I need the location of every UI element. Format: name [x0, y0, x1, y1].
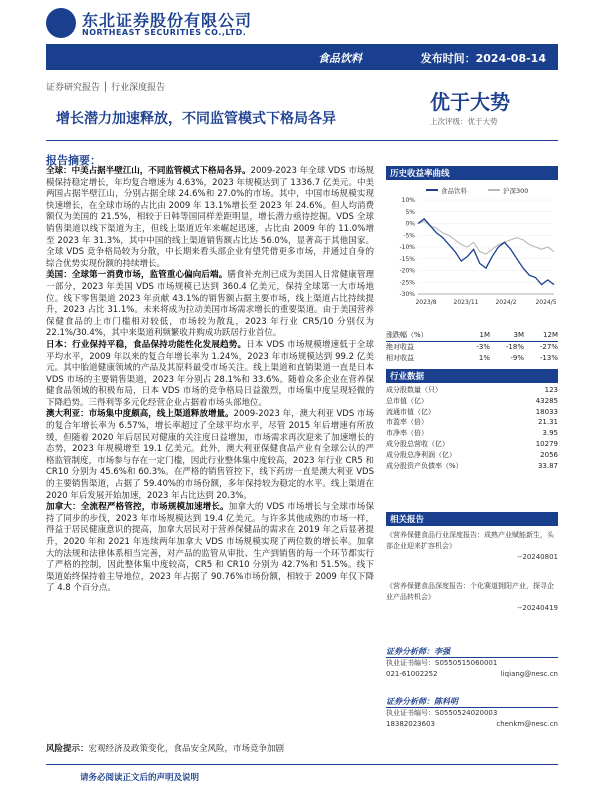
analyst-block — [386, 696, 558, 730]
report-type: 证券研究报告 │ 行业深度报告 — [46, 83, 166, 93]
x-tick-label: 2024/2 — [495, 299, 517, 306]
paragraph-japan: 日本：行业保持平稳，食品保持功能性化发展趋势。日本 VDS 市场规模增速低于全球平均水平，2009 年以来的复合年增长率为 1.24%，2023 年市场规模达到 99.2 亿美元。其中胎道健康领域的产品及其原料最受市场关注。线上渠道和直销渠道一直是日本 VDS 市场的主要销售渠道，2023 年分别占 28.1%和 33.6%。随着众多企业在营养保健食品领域的积极布局，日本 VDS 市场的竞争格局日益激烈，市场集中度呈现轻微的下降趋势。三得利等多元化经营企业占据着市场头部地位。 — [46, 339, 374, 408]
y-tick-label: -20% — [399, 267, 415, 275]
related-reports — [386, 530, 558, 614]
y-tick-label: -25% — [399, 279, 415, 287]
chart-heading-bar — [386, 166, 558, 180]
analyst-phone: 18382023603 — [386, 720, 435, 728]
company-name-en: NORTHEAST SECURITIES CO.,LTD. — [82, 28, 247, 37]
risk-warning: 风险提示：宏观经济及政策变化，食品安全风险，市场竞争加剧 — [46, 744, 285, 754]
legend-label: 食品饮料 — [441, 187, 467, 195]
analyst-block — [386, 646, 558, 680]
analyst-email[interactable]: chenkm@nesc.cn — [496, 720, 558, 728]
summary-heading: 报告摘要： — [46, 154, 101, 167]
market-row: 成分股总净利润（亿） 2056 — [386, 450, 558, 459]
analyst-email[interactable]: liqiang@nesc.cn — [500, 670, 558, 678]
paragraph-canada: 加拿大：全流程严格管控，市场规模加速增长。加拿大的 VDS 市场增长与全球市场保持了同步的步伐，2023 年市场规模达到 19.4 亿美元。与许多其他成熟的市场一样，得益于居民健康意识的提高，加拿大居民对于营养保健品的需求在 2019 年之后显著提升，2020 年和 2021 年连续两年加拿大 VDS 市场规模实现了两位数的增长率。加拿大的法规和法律体系相当完善，对产品的监管从审批、生产到销售的每一个环节都实行了严格的控制，因此整体集中度较高，CR5 和 CR10 分别为 42.7%和 51.5%。线下渠道始终保持着主导地位，2023 年占据了 90.76%市场份额，相较于 2009 年仅下降了 4.8 个百分点。 — [46, 502, 374, 594]
market-row: 总市值（亿） 43285 — [386, 396, 558, 405]
related-report-item[interactable]: 《营养保健食品深度报告：个化赛道拥阳产业，探寻企业产品转机会》 — [386, 582, 554, 601]
analyst-name: 证券分析师：李强 — [386, 646, 558, 658]
performance-row: 相对收益 1% -9% -13% — [386, 354, 558, 362]
return-chart — [386, 182, 558, 312]
chart-heading: 历史收益率曲线 — [390, 169, 450, 179]
market-row: 成分股总营收（亿） 10279 — [386, 439, 558, 448]
performance-header-row: 涨跌幅（%） 1M 3M 12M — [386, 330, 558, 342]
y-tick-label: -15% — [399, 255, 415, 263]
industry-label: 食品饮料 — [318, 52, 362, 65]
paragraph-usa: 美国：全球第一消费市场，监管重心偏向后端。膳食补充剂已成为美国人日常健康管理一部分，2023 年美国 VDS 市场规模已达到 360.4 亿美元，保持全球第一大市场地位。线下零售渠道 2023 年贡献 43.1%的销售额占据主要市场，线上渠道占比持续提升，2023 占比 31.1%。未来将成为拉动美国市场需求增长的重要渠道。由于美国营养保健食品的上市门槛相对较低，市场较为散乱，2023 年行业 CR5/10 分别仅为 22.1%/30.4%，其中来渠道利频繁收并购成功跃居行业首位。 — [46, 270, 374, 339]
rating: 优于大势 — [430, 90, 510, 114]
related-heading-bar — [386, 512, 558, 526]
market-row: 市盈率（倍） 21.31 — [386, 418, 558, 427]
x-tick-label: 2023/11 — [453, 299, 479, 306]
x-tick-label: 2023/8 — [415, 299, 437, 306]
market-data-table — [386, 385, 558, 471]
market-row: 市净率（倍） 3.95 — [386, 429, 558, 438]
footer-divider — [46, 764, 558, 765]
paragraph-global: 全球：中美占据半壁江山，不同监管模式下格局各异。2009-2023 年全球 VDS 市场规模保持稳定增长，年均复合增速为 4.63%，2023 年规模达到了 1336.7 亿美元。中美两国占据半壁江山，分别占据全球 24.6%和 27.0%的市场。其中，中国市场规模实现快速增长，在全球市场的占比由 2009 年 13.1%增长至 2023 年 24.6%。但人均消费额仅为美国的 21.5%，相较于日韩等国同样差距明显，增长潜力亟待挖掘。VDS 全球销售渠道以线下渠道为主，但线上渠道近年来崛起迅速，占比由 2009 年的 11.0%增至 2023 年 31.3%，其中中国的线上渠道销售额占比达 56.0%，显著高于其他国家。全球 VDS 竞争格局较为分散，中长期来看头部企业有望凭借更多市场，并通过自身的综合优势实现份额的持续增长。 — [46, 166, 374, 269]
analyst-name: 证券分析师：陈科明 — [386, 696, 558, 708]
related-report-item[interactable]: 《营养保健食品行业深度报告：成熟产业赋能新生，头部企业迎来扩容机会》 — [386, 531, 554, 550]
series-line-csi300 — [418, 221, 554, 254]
market-heading-bar — [386, 369, 558, 383]
y-tick-label: -30% — [399, 291, 415, 298]
y-tick-label: 10% — [401, 197, 415, 204]
paragraph-australia: 澳大利亚：市场集中度颇高，线上渠道释放增量。2009-2023 年，澳大利亚 VDS 市场的复合年增长率为 6.57%，增长率超过了全球平均水平，尽管 2015 年后增速有所放缓，但随着 2020 年后居民对健康的关注度日益增加，市场需求再次迎来了加速增长的态势，2023 年规模增至 19.1 亿美元。此外，澳大利亚保健食品产业有全球公认的严格监管制度，市场参与存在一定门槛，因此行业整体集中度较高，2023 年行业 CR5 和 CR10 分别为 45.6%和 60.3%。在严格的销售管控下，线下药房一直是澳大利亚 VDS 的主要销售渠道，占据了 59.40%的市场份额，多年保持较为稳定的水平。线上渠道在 2020 年后发展开始加速，2023 年占比达到 20.3%。 — [46, 409, 374, 501]
y-tick-label: 0% — [405, 220, 415, 228]
market-row: 流通市值（亿） 18033 — [386, 407, 558, 416]
analyst-phone: 021-61002252 — [386, 670, 438, 678]
y-tick-label: -5% — [403, 232, 415, 240]
market-heading: 行业数据 — [390, 372, 425, 382]
legend-label: 沪深300 — [503, 187, 529, 195]
performance-row: 绝对收益 -3% -18% -27% — [386, 343, 558, 351]
company-logo — [46, 8, 76, 38]
market-row: 成分股资产负债率（%） 33.87 — [386, 461, 558, 470]
divider — [46, 140, 558, 141]
header-band — [46, 44, 558, 70]
y-tick-label: 5% — [405, 208, 415, 216]
related-report-date: --20240801 — [517, 553, 558, 561]
publish-date: 发布时间：2024-08-14 — [420, 52, 546, 65]
report-title: 增长潜力加速释放，不同监管模式下格局各异 — [56, 111, 336, 127]
summary-body — [46, 166, 374, 595]
analyst-cert: 执业证书编号：S0550515060001 — [386, 659, 498, 667]
series-line-food-beverage — [418, 219, 554, 285]
x-tick-label: 2024/5 — [535, 299, 557, 306]
previous-rating: 上次评级：优于大势 — [430, 117, 498, 126]
market-row: 成分股数量（只） 123 — [386, 386, 558, 394]
y-tick-label: -10% — [399, 244, 415, 251]
footer-disclaimer: 请务必阅读正文后的声明及说明 — [80, 773, 200, 783]
performance-table — [386, 330, 558, 364]
related-heading: 相关报告 — [390, 515, 425, 525]
related-report-date: --20240419 — [517, 604, 558, 612]
company-name-cn: 东北证券股份有限公司 — [82, 11, 253, 30]
analyst-cert: 执业证书编号：S0550524020003 — [386, 709, 498, 717]
